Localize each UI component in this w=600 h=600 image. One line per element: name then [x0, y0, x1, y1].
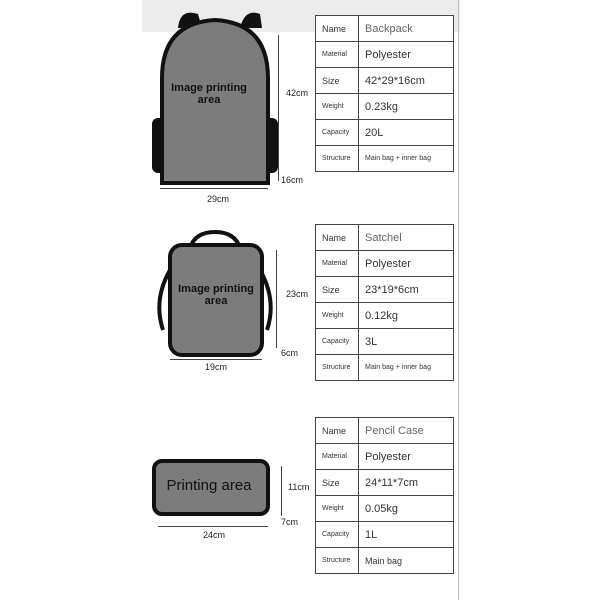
width-dimension: 19cm	[205, 362, 228, 372]
pencil-case-spec-table	[315, 417, 454, 574]
spec-key: Capacity	[316, 329, 359, 355]
spec-value: 23*19*6cm	[359, 277, 454, 303]
spec-key: Name	[316, 225, 359, 251]
width-dimension: 29cm	[207, 194, 230, 204]
spec-key: Size	[316, 68, 359, 94]
spec-value: 0.05kg	[359, 496, 454, 522]
spec-value: Polyester	[359, 444, 454, 470]
spec-key: Material	[316, 444, 359, 470]
spec-value: Main bag	[359, 548, 454, 574]
spec-key: Material	[316, 251, 359, 277]
depth-dimension: 16cm	[281, 175, 304, 185]
spec-value: 1L	[359, 522, 454, 548]
width-dimension-line	[170, 359, 262, 360]
height-dimension-line	[278, 35, 279, 181]
width-dimension-line	[160, 188, 268, 189]
depth-dimension: 6cm	[281, 348, 299, 358]
spec-key: Capacity	[316, 522, 359, 548]
height-dimension: 23cm	[286, 289, 309, 299]
spec-value: 0.12kg	[359, 303, 454, 329]
printing-area-label: Printing area	[166, 477, 252, 494]
spec-key: Name	[316, 16, 359, 42]
spec-key: Capacity	[316, 120, 359, 146]
width-dimension: 24cm	[203, 530, 226, 540]
height-dimension: 42cm	[286, 88, 309, 98]
spec-key: Size	[316, 277, 359, 303]
divider-line	[458, 0, 459, 600]
spec-key: Weight	[316, 94, 359, 120]
spec-value: 20L	[359, 120, 454, 146]
spec-key: Structure	[316, 355, 359, 381]
spec-key: Weight	[316, 303, 359, 329]
depth-dimension: 7cm	[281, 517, 299, 527]
width-dimension-line	[158, 526, 268, 527]
spec-key: Material	[316, 42, 359, 68]
height-dimension-line	[281, 466, 282, 516]
spec-value: Main bag + inner bag	[359, 355, 454, 381]
spec-key: Structure	[316, 548, 359, 574]
spec-value: 24*11*7cm	[359, 470, 454, 496]
satchel-spec-table	[315, 224, 454, 381]
spec-value: 42*29*16cm	[359, 68, 454, 94]
spec-value: Backpack	[359, 16, 454, 42]
spec-key: Weight	[316, 496, 359, 522]
spec-value: Main bag + inner bag	[359, 146, 454, 172]
spec-value: Pencil Case	[359, 418, 454, 444]
spec-value: Satchel	[359, 225, 454, 251]
backpack-spec-table	[315, 15, 454, 172]
spec-value: Polyester	[359, 251, 454, 277]
spec-key: Name	[316, 418, 359, 444]
spec-value: 0.23kg	[359, 94, 454, 120]
spec-value: 3L	[359, 329, 454, 355]
printing-area-label: Image printing area	[178, 283, 254, 308]
spec-value: Polyester	[359, 42, 454, 68]
spec-key: Size	[316, 470, 359, 496]
height-dimension-line	[276, 250, 277, 348]
height-dimension: 11cm	[288, 482, 310, 492]
spec-key: Structure	[316, 146, 359, 172]
printing-area-label: Image printing area	[171, 82, 247, 107]
